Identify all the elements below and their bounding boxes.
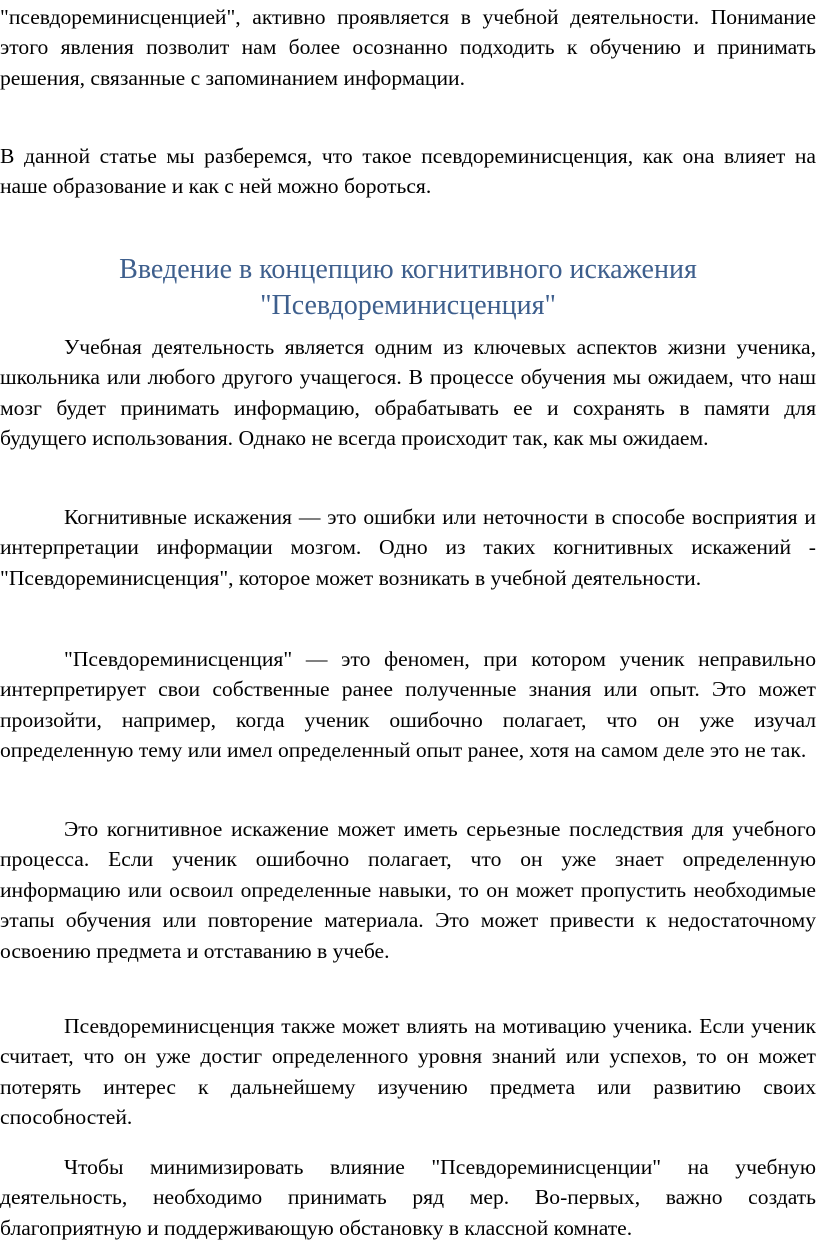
body-paragraph-3: "Псевдореминисценция" — это феномен, при котором ученик неправильно интерпретирует свои собственные ранее полученные знания или опыт. Это может произойти, например, когда ученик ошибочно полагает, что он уже изучал определенную тему или имел определенный опыт ранее, хотя на самом деле это не так. — [0, 647, 816, 763]
body-paragraph-5: Псевдореминисценция также может влиять на мотивацию ученика. Если ученик считает, что он уже достиг определенного уровня знаний или успехов, то он может потерять интерес к дальнейшему изучению предмета или развитию своих способностей. — [0, 1014, 816, 1130]
section-heading: Введение в концепцию когнитивного искажения "Псевдореминисценция" — [119, 254, 697, 321]
body-paragraph-6: Чтобы минимизировать влияние "Псевдореминисценции" на учебную деятельность, необходимо принимать ряд мер. Во-первых, важно создать благоприятную и поддерживающую обстановку в классной комнате. — [0, 1155, 816, 1240]
body-paragraph-1: Учебная деятельность является одним из ключевых аспектов жизни ученика, школьника или любого другого учащегося. В процессе обучения мы ожидаем, что наш мозг будет принимать информацию, обрабатывать ее и сохранять в памяти для будущего использования. Однако не всегда происходит так, как мы ожидаем. — [0, 335, 816, 451]
body-paragraph-4: Это когнитивное искажение может иметь серьезные последствия для учебного процесса. Если ученик ошибочно полагает, что он уже знает определенную информацию или освоил определенные навыки, то он может пропустить необходимые этапы обучения или повторение материала. Это может привести к недостаточному освоению предмета и отставанию в учебе. — [0, 817, 816, 963]
body-paragraph-2: Когнитивные искажения — это ошибки или неточности в способе восприятия и интерпретации информации мозгом. Одно из таких когнитивных искажений - "Псевдореминисценция", которое может возникать в учебной деятельности. — [0, 505, 816, 590]
intro-continuation-paragraph: "псевдореминисценцией", активно проявляется в учебной деятельности. Понимание этого явления позволит нам более осознанно подходить к обучению и принимать решения, связанные с запоминанием информации. — [0, 5, 816, 90]
intro-plan-paragraph: В данной статье мы разберемся, что такое псевдореминисценция, как она влияет на наше образование и как с ней можно бороться. — [0, 144, 816, 199]
